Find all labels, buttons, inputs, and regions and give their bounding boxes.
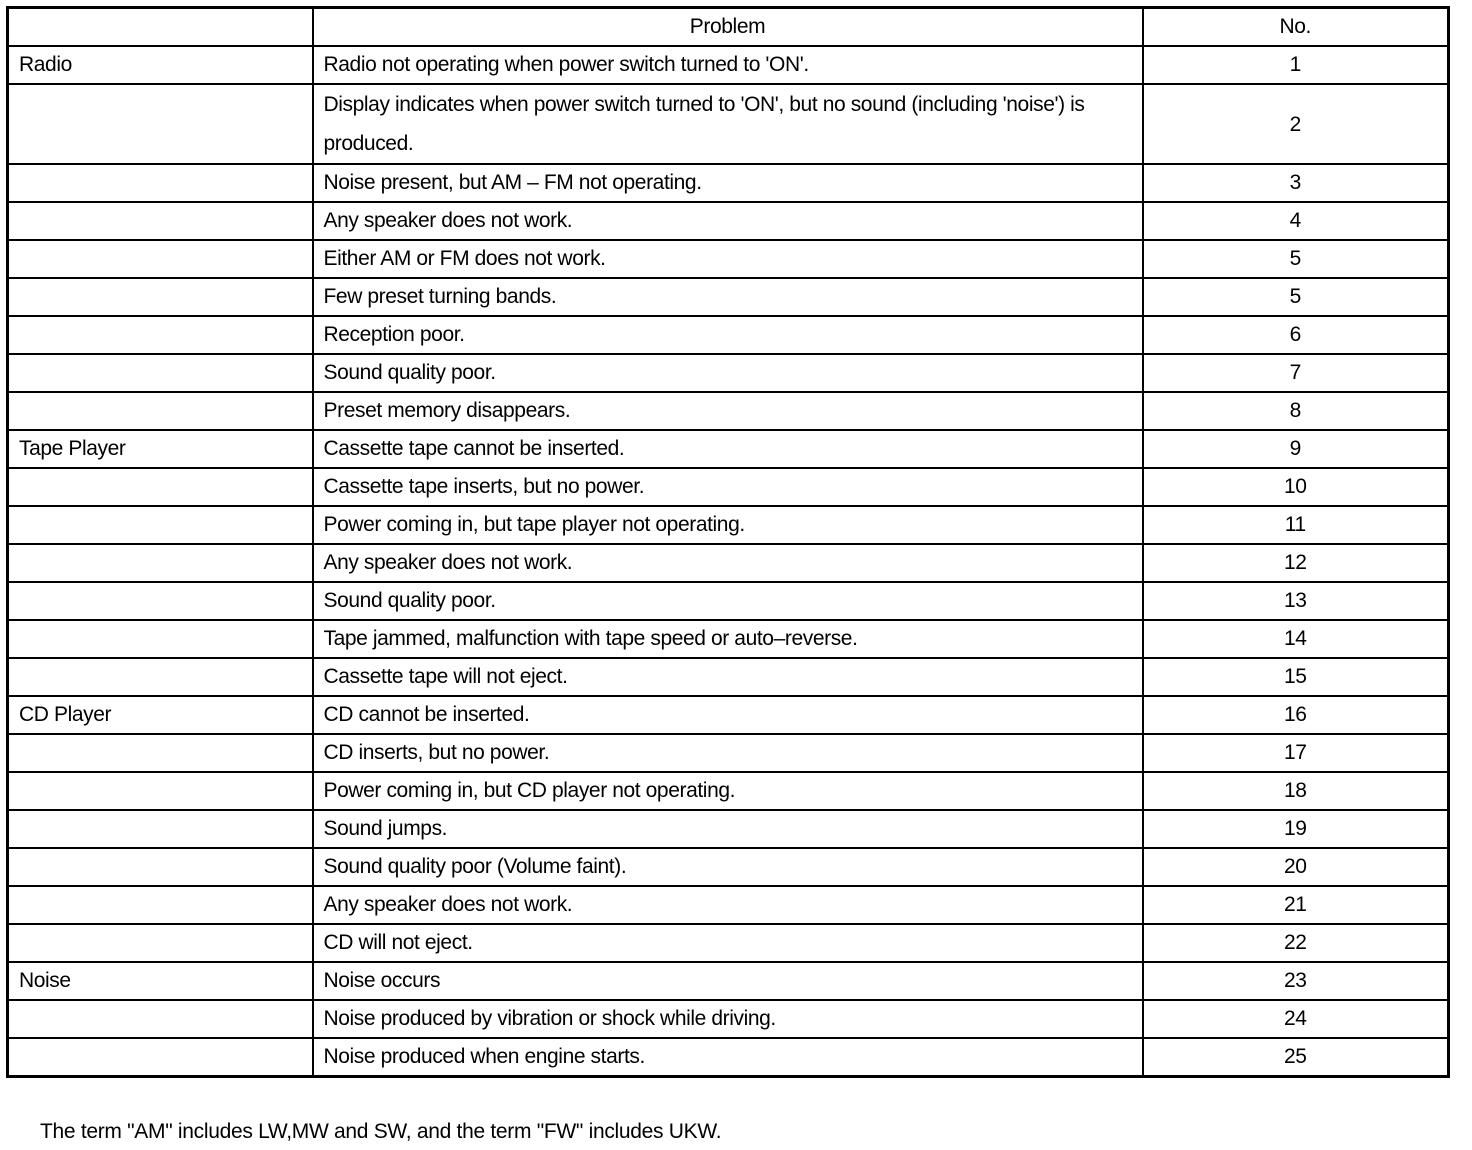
number-cell: 5 bbox=[1143, 240, 1449, 278]
table-row bbox=[8, 848, 1449, 886]
number-cell: 23 bbox=[1143, 962, 1449, 1000]
category-cell bbox=[8, 734, 313, 772]
problem-cell: Cassette tape inserts, but no power. bbox=[313, 468, 1143, 506]
header-category bbox=[8, 8, 313, 47]
problem-cell: Power coming in, but CD player not operating. bbox=[313, 772, 1143, 810]
troubleshooting-table bbox=[6, 6, 1450, 1078]
problem-cell: Cassette tape cannot be inserted. bbox=[313, 430, 1143, 468]
table-row bbox=[8, 582, 1449, 620]
problem-cell: Sound quality poor. bbox=[313, 354, 1143, 392]
problem-cell: Sound quality poor. bbox=[313, 582, 1143, 620]
number-cell: 9 bbox=[1143, 430, 1449, 468]
problem-cell: CD will not eject. bbox=[313, 924, 1143, 962]
problem-cell: Either AM or FM does not work. bbox=[313, 240, 1143, 278]
problem-cell: CD cannot be inserted. bbox=[313, 696, 1143, 734]
category-cell bbox=[8, 278, 313, 316]
number-cell: 20 bbox=[1143, 848, 1449, 886]
table-row bbox=[8, 886, 1449, 924]
table-row bbox=[8, 468, 1449, 506]
table-row bbox=[8, 924, 1449, 962]
problem-cell: Tape jammed, malfunction with tape speed or auto–reverse. bbox=[313, 620, 1143, 658]
category-cell bbox=[8, 1000, 313, 1038]
number-cell: 22 bbox=[1143, 924, 1449, 962]
category-cell bbox=[8, 354, 313, 392]
number-cell: 1 bbox=[1143, 46, 1449, 84]
category-cell bbox=[8, 772, 313, 810]
problem-cell: Noise produced when engine starts. bbox=[313, 1038, 1143, 1077]
number-cell: 13 bbox=[1143, 582, 1449, 620]
problem-cell: Preset memory disappears. bbox=[313, 392, 1143, 430]
table-row bbox=[8, 164, 1449, 202]
table-row bbox=[8, 506, 1449, 544]
table-row bbox=[8, 544, 1449, 582]
table-row bbox=[8, 354, 1449, 392]
category-cell: Noise bbox=[8, 962, 313, 1000]
number-cell: 7 bbox=[1143, 354, 1449, 392]
problem-cell: Radio not operating when power switch turned to 'ON'. bbox=[313, 46, 1143, 84]
number-cell: 15 bbox=[1143, 658, 1449, 696]
number-cell: 19 bbox=[1143, 810, 1449, 848]
problem-cell: Sound quality poor (Volume faint). bbox=[313, 848, 1143, 886]
number-cell: 16 bbox=[1143, 696, 1449, 734]
number-cell: 24 bbox=[1143, 1000, 1449, 1038]
table-row bbox=[8, 1038, 1449, 1077]
problem-cell: Power coming in, but tape player not operating. bbox=[313, 506, 1143, 544]
category-cell bbox=[8, 810, 313, 848]
number-cell: 2 bbox=[1143, 84, 1449, 164]
number-cell: 11 bbox=[1143, 506, 1449, 544]
problem-cell: Sound jumps. bbox=[313, 810, 1143, 848]
category-cell bbox=[8, 886, 313, 924]
number-cell: 25 bbox=[1143, 1038, 1449, 1077]
category-cell bbox=[8, 924, 313, 962]
footnote: The term "AM" includes LW,MW and SW, and the term "FW" includes UKW. bbox=[40, 1120, 722, 1143]
header-problem: Problem bbox=[313, 8, 1143, 47]
table-row bbox=[8, 696, 1449, 734]
table-row bbox=[8, 278, 1449, 316]
number-cell: 21 bbox=[1143, 886, 1449, 924]
category-cell bbox=[8, 658, 313, 696]
problem-cell: Noise produced by vibration or shock while driving. bbox=[313, 1000, 1143, 1038]
table-row bbox=[8, 734, 1449, 772]
number-cell: 18 bbox=[1143, 772, 1449, 810]
table-row bbox=[8, 620, 1449, 658]
number-cell: 6 bbox=[1143, 316, 1449, 354]
category-cell bbox=[8, 620, 313, 658]
category-cell bbox=[8, 392, 313, 430]
header-number: No. bbox=[1143, 8, 1449, 47]
problem-cell: Any speaker does not work. bbox=[313, 202, 1143, 240]
table-row bbox=[8, 240, 1449, 278]
number-cell: 8 bbox=[1143, 392, 1449, 430]
category-cell bbox=[8, 1038, 313, 1077]
table-row bbox=[8, 962, 1449, 1000]
number-cell: 3 bbox=[1143, 164, 1449, 202]
problem-cell: Noise occurs bbox=[313, 962, 1143, 1000]
category-cell bbox=[8, 164, 313, 202]
table-row bbox=[8, 392, 1449, 430]
table-row bbox=[8, 772, 1449, 810]
problem-cell: Reception poor. bbox=[313, 316, 1143, 354]
table-row bbox=[8, 810, 1449, 848]
problem-cell: Noise present, but AM – FM not operating. bbox=[313, 164, 1143, 202]
table-row bbox=[8, 430, 1449, 468]
table-row bbox=[8, 46, 1449, 84]
number-cell: 17 bbox=[1143, 734, 1449, 772]
problem-cell: Display indicates when power switch turned to 'ON', but no sound (including 'noise') is produced. bbox=[313, 84, 1143, 164]
category-cell: CD Player bbox=[8, 696, 313, 734]
category-cell bbox=[8, 316, 313, 354]
category-cell bbox=[8, 240, 313, 278]
table-row bbox=[8, 202, 1449, 240]
category-cell bbox=[8, 582, 313, 620]
number-cell: 12 bbox=[1143, 544, 1449, 582]
number-cell: 14 bbox=[1143, 620, 1449, 658]
table-row bbox=[8, 84, 1449, 164]
table-row bbox=[8, 658, 1449, 696]
category-cell: Radio bbox=[8, 46, 313, 84]
category-cell bbox=[8, 202, 313, 240]
table-row bbox=[8, 1000, 1449, 1038]
category-cell bbox=[8, 506, 313, 544]
category-cell: Tape Player bbox=[8, 430, 313, 468]
problem-cell: Cassette tape will not eject. bbox=[313, 658, 1143, 696]
table-header-row bbox=[8, 8, 1449, 47]
category-cell bbox=[8, 544, 313, 582]
problem-cell: Any speaker does not work. bbox=[313, 544, 1143, 582]
category-cell bbox=[8, 84, 313, 164]
table-body bbox=[8, 46, 1449, 1077]
table-row bbox=[8, 316, 1449, 354]
number-cell: 5 bbox=[1143, 278, 1449, 316]
problem-cell: Few preset turning bands. bbox=[313, 278, 1143, 316]
number-cell: 10 bbox=[1143, 468, 1449, 506]
problem-cell: Any speaker does not work. bbox=[313, 886, 1143, 924]
number-cell: 4 bbox=[1143, 202, 1449, 240]
category-cell bbox=[8, 468, 313, 506]
problem-cell: CD inserts, but no power. bbox=[313, 734, 1143, 772]
category-cell bbox=[8, 848, 313, 886]
